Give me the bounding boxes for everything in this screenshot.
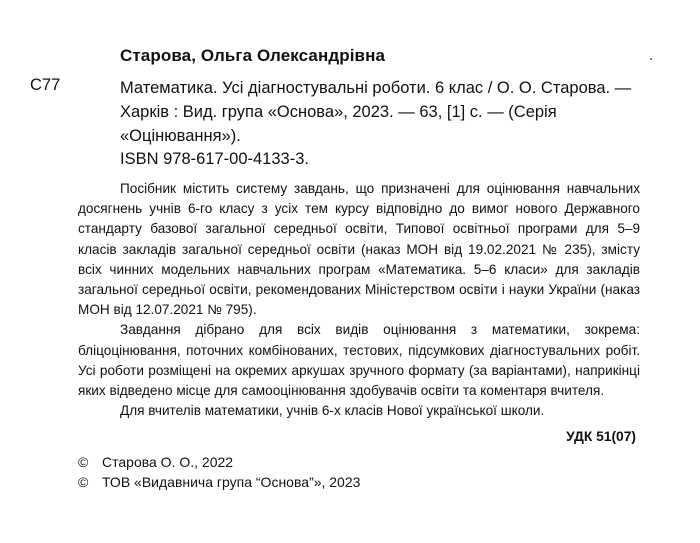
annotation-paragraph: Для вчителів математики, учнів 6-х класів Нової української школи. (120, 403, 545, 419)
copyright-text: ТОВ «Видавнича група “Основа”», 2023 (102, 474, 361, 490)
copyright-text: Старова О. О., 2022 (102, 454, 234, 470)
author-name: Старова, Ольга Олександрівна (120, 46, 386, 65)
isbn: ISBN 978-617-00-4133-3. (120, 150, 309, 168)
classification-code: С77 (30, 76, 61, 94)
bibliographic-description: Математика. Усі діагностувальні роботи. 6 клас / О. О. Старова. — Харків : Вид. група «Основа», 2023. — 63, [1] с. — (Серія «Оцінювання»). (120, 79, 632, 145)
udc-index: УДК 51(07) (566, 429, 636, 444)
copyright-line (78, 474, 360, 490)
copyright-icon: © (78, 474, 89, 490)
annotation-paragraph: Завдання дібрано для всіх видів оцінювання з математики, зокрема: бліцоцінювання, поточних комбінованих, тестових, підсумкових діагностувальних робіт. Усі роботи розміщені на окремих аркушах зручного формату (за варіантами), наприкінці яких відведено місце для самооцінювання здобувачів освіти та коментаря вчителя. (78, 322, 640, 399)
copyright-icon: © (78, 454, 89, 470)
print-speck (650, 58, 652, 60)
annotation (78, 179, 640, 421)
copyright-line (78, 454, 233, 470)
annotation-paragraph: Посібник містить систему завдань, що призначені для оцінювання навчальних досягнень учнів 6-го класу з усіх тем курсу відповідно до вимог нового Державного стандарту базової загальної середньої освіти, Типової освітньої програми для 5–9 класів закладів загальної середньої освіти (наказ МОН від 19.02.2021 № 235), змісту всіх чинних модельних навчальних програм «Математика. 5–6 класи» для закладів загальної середньої освіти, рекомендованих Міністерством освіти і науки України (наказ МОН від 12.07.2021 № 795). (78, 181, 640, 318)
